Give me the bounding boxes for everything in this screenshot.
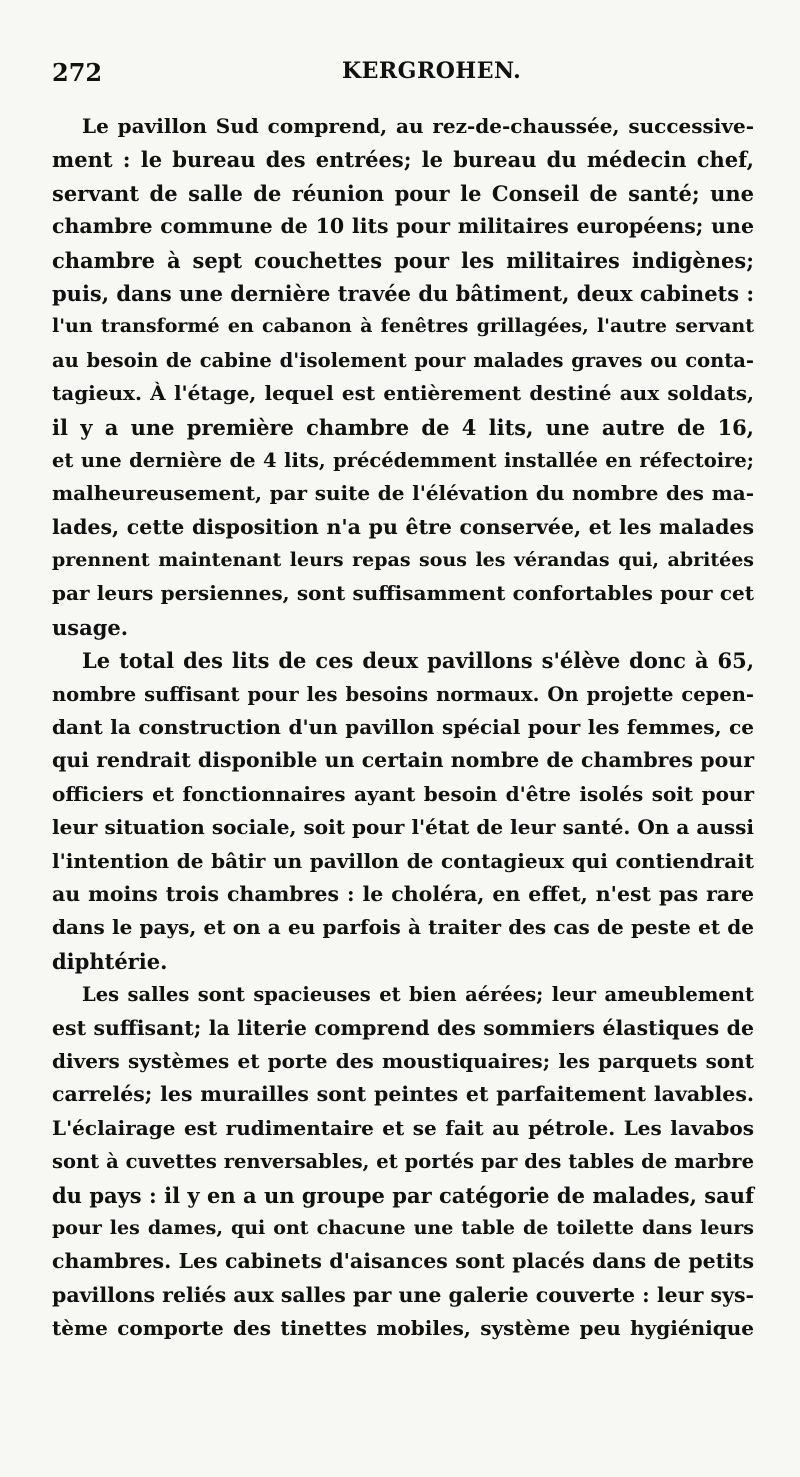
text-line: par leurs persiennes, sont suffisamment confortables pour cet (52, 581, 754, 606)
text-line: sont à cuvettes renversables, et portés par des tables de marbre (52, 1150, 754, 1174)
text-line: L'éclairage est rudimentaire et se fait au pétrole. Les lavabos (52, 1115, 754, 1140)
text-line: servant de salle de réunion pour le Conseil de santé; une (52, 180, 754, 206)
text-line: Les salles sont spacieuses et bien aérées; leur ameublement (82, 983, 754, 1007)
text-line: dans le pays, et on a eu parfois à traiter des cas de peste et de (52, 915, 754, 940)
text-line: qui rendrait disponible un certain nombre de chambres pour (52, 748, 754, 773)
text-line: lades, cette disposition n'a pu être conservée, et les malades (52, 514, 754, 539)
text-line: carrelés; les murailles sont peintes et parfaitement lavables. (52, 1082, 754, 1107)
text-line: dant la construction d'un pavillon spécial pour les femmes, ce (52, 715, 754, 740)
text-line: il y a une première chambre de 4 lits, une autre de 16, (52, 414, 754, 440)
text-line: puis, dans une dernière travée du bâtiment, deux cabinets : (52, 280, 755, 306)
running-title: KERGROHEN. (342, 58, 522, 84)
body-text (52, 110, 754, 1345)
text-line: diphtérie. (52, 948, 168, 974)
text-line: officiers et fonctionnaires ayant besoin d'être isolés soit pour (52, 781, 754, 806)
text-line: Le total des lits de ces deux pavillons s'élève donc à 65, (82, 648, 754, 674)
text-line: nombre suffisant pour les besoins normaux. On projette cepen- (52, 682, 754, 706)
text-line: et une dernière de 4 lits, précédemment installée en réfectoire; (52, 448, 754, 472)
text-line: chambre à sept couchettes pour les militaires indigènes; (52, 247, 754, 273)
paragraph-pavillon-sud (52, 110, 754, 644)
text-line: usage. (52, 614, 129, 640)
text-line: pavillons reliés aux salles par une galerie couverte : leur sys- (52, 1282, 755, 1307)
text-line: pour les dames, qui ont chacune une table de toilette dans leurs (52, 1216, 754, 1239)
text-line: tème comporte des tinettes mobiles, système peu hygiénique (52, 1316, 754, 1341)
text-line: leur situation sociale, soit pour l'état de leur santé. On a aussi (52, 815, 754, 840)
text-line: au moins trois chambres : le choléra, en effet, n'est pas rare (52, 881, 754, 906)
text-line: l'intention de bâtir un pavillon de contagieux qui contiendrait (52, 848, 754, 873)
text-line: au besoin de cabine d'isolement pour malades graves ou conta- (52, 348, 754, 372)
text-line: prennent maintenant leurs repas sous les vérandas qui, abritées (52, 549, 754, 572)
page-number: 272 (52, 58, 103, 87)
text-line: l'un transformé en cabanon à fenêtres grillagées, l'autre servant (52, 315, 754, 338)
text-line: est suffisant; la literie comprend des sommiers élastiques de (52, 1015, 754, 1040)
text-line: malheureusement, par suite de l'élévation du nombre des ma- (52, 481, 754, 506)
text-line: Le pavillon Sud comprend, au rez-de-chaussée, successive- (82, 114, 754, 138)
text-line: chambres. Les cabinets d'aisances sont placés dans de petits (52, 1249, 754, 1274)
text-line: chambre commune de 10 lits pour militaires européens; une (52, 214, 754, 239)
page-header (52, 58, 752, 98)
paragraph-salles (52, 978, 754, 1345)
text-line: du pays : il y en a un groupe par catégorie de malades, sauf (52, 1182, 754, 1208)
text-line: ment : le bureau des entrées; le bureau du médecin chef, (52, 147, 754, 173)
text-line: tagieux. À l'étage, lequel est entièrement destiné aux soldats, (52, 381, 754, 406)
text-line: divers systèmes et porte des moustiquaires; les parquets sont (52, 1048, 754, 1073)
paragraph-total-lits (52, 644, 754, 978)
